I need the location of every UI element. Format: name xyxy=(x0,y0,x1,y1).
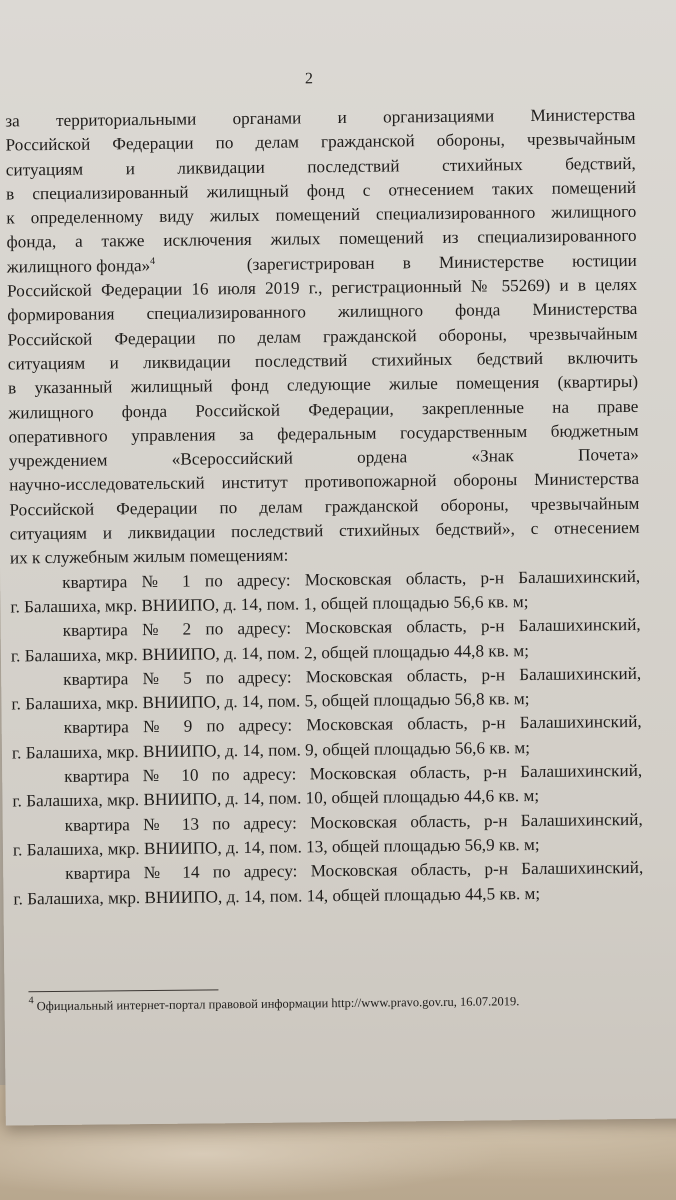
paragraph-line: Российской Федерации 16 июля 2019 г., регистрационный № 55269) и в целях xyxy=(7,274,638,301)
apartment-line-2: г. Балашиха, мкр. ВНИИПО, д. 14, пом. 9, общей площадью 56,6 кв. м; xyxy=(11,737,531,763)
paragraph-line: в указанный жилищный фонд следующие жилые помещения (квартиры) xyxy=(8,372,639,398)
paragraph-line: ситуациям и ликвидации последствий стихийных бедствий», с отнесением xyxy=(9,517,640,544)
paragraph-line: Российской Федерации по делам гражданской обороны, чрезвычайным xyxy=(9,493,640,520)
paragraph-fragment: жилищного фонда» xyxy=(6,255,151,277)
paragraph-line: ситуациям и ликвидации последствий стихийных бедствий включить xyxy=(7,347,638,374)
paragraph-line: учреждением «Всероссийский ордена «Знак Почета» xyxy=(8,445,639,471)
apartment-item xyxy=(11,662,641,717)
apartment-line-2: г. Балашиха, мкр. ВНИИПО, д. 14, пом. 13, общей площадью 56,9 кв. м; xyxy=(12,834,540,860)
apartment-line-1: квартира № 1 по адресу: Московская область, р-н Балашихинский, xyxy=(62,566,641,592)
paragraph-line: оперативного управления за федеральным государственным бюджетным xyxy=(8,420,639,447)
paragraph-line: Российской Федерации по делам гражданской обороны, чрезвычайным xyxy=(5,129,636,155)
paragraph-line: научно-исследовательский институт противопожарной обороны Министерства xyxy=(9,469,640,495)
paragraph-line-start xyxy=(7,254,156,280)
apartment-line-2: г. Балашиха, мкр. ВНИИПО, д. 14, пом. 2, общей площадью 44,8 кв. м; xyxy=(10,640,530,666)
paragraph-line: фонда, а также исключения жилых помещений из специализированного xyxy=(6,226,637,252)
paragraph-line: жилищного фонда Российской Федерации, закрепленные на праве xyxy=(8,396,639,423)
paragraph-line: их к служебным жилым помещениям: xyxy=(9,545,289,568)
apartment-item xyxy=(10,565,640,620)
paragraph-line: к определенному виду жилых помещений специализированного жилищного xyxy=(6,202,637,228)
apartment-line-1: квартира № 5 по адресу: Московская область, р-н Балашихинский, xyxy=(63,663,642,689)
apartment-item xyxy=(13,807,643,862)
paragraph-fragment: (зарегистрирован в Министерстве юстиции xyxy=(246,250,637,274)
apartment-line-1: квартира № 14 по адресу: Московская область, р-н Балашихинский, xyxy=(65,858,644,884)
apartment-line-2: г. Балашиха, мкр. ВНИИПО, д. 14, пом. 1, общей площадью 56,6 кв. м; xyxy=(10,591,529,617)
apartment-line-1: квартира № 13 по адресу: Московская область, р-н Балашихинский, xyxy=(64,809,643,835)
footnote xyxy=(29,994,520,1014)
apartment-line-1: квартира № 9 по адресу: Московская область, р-н Балашихинский, xyxy=(63,712,642,738)
apartment-line-2: г. Балашиха, мкр. ВНИИПО, д. 14, пом. 5, общей площадью 56,8 кв. м; xyxy=(11,689,530,714)
apartment-line-2: г. Балашиха, мкр. ВНИИПО, д. 14, пом. 10, общей площадью 44,6 кв. м; xyxy=(12,786,540,811)
apartment-list xyxy=(10,565,644,912)
footnote-marker: 4 xyxy=(150,255,156,267)
apartment-item xyxy=(12,759,642,814)
paragraph-line: в специализированный жилищный фонд с отнесением таких помещений xyxy=(5,177,637,204)
apartment-line-1: квартира № 10 по адресу: Московская область, р-н Балашихинский, xyxy=(64,760,643,786)
paragraph-line: ситуациям и ликвидации последствий стихийных бедствий, xyxy=(5,153,636,180)
apartment-item xyxy=(13,856,643,911)
apartment-line-1: квартира № 2 по адресу: Московская область, р-н Балашихинский, xyxy=(62,615,641,641)
footnote-divider xyxy=(28,989,218,992)
paragraph-line: за территориальными органами и организациями Министерства xyxy=(5,104,636,131)
paragraph-line: формирования специализированного жилищного фонда Министерства xyxy=(7,299,638,325)
apartment-item xyxy=(12,710,642,765)
paragraph-line: Российской Федерации по делам гражданской обороны, чрезвычайным xyxy=(7,323,638,350)
footnote-number: 4 xyxy=(28,995,34,1007)
apartment-line-2: г. Балашиха, мкр. ВНИИПО, д. 14, пом. 14, общей площадью 44,5 кв. м; xyxy=(13,883,541,908)
page-number: 2 xyxy=(304,70,313,88)
apartment-item xyxy=(11,613,641,668)
main-paragraph xyxy=(5,103,643,911)
footnote-text: Официальный интернет-портал правовой информации http://www.pravo.gov.ru, 16.07.2019. xyxy=(36,994,520,1014)
